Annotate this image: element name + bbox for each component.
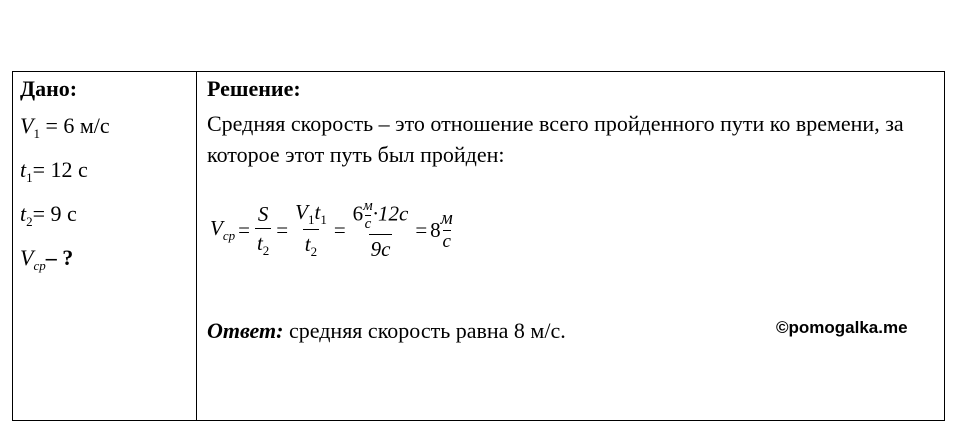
fraction-numeric: 6 $\frac{м}{с}$ ·12с 9с: [352, 198, 409, 261]
given-t2: $t_2= 9$ с: [20, 201, 77, 229]
fraction-vt-over-t: $\frac{V_1t_1}{t_2}$: [295, 200, 327, 259]
given-column: [20, 76, 190, 286]
solution-header: Решение:: [207, 76, 301, 101]
fraction-s-over-t: $\frac{S}{t_2}$: [256, 201, 270, 258]
given-v1: $V_1 = 6$ м/с: [20, 113, 110, 141]
watermark: ©pomogalka.me: [776, 318, 908, 337]
formula-lhs: $V_{ср}$: [210, 216, 236, 243]
given-header: Дано:: [20, 76, 78, 101]
solution-text: Средняя скорость – это отношение всего пройденного пути ко времени, за которое этот путь был пройден:: [207, 111, 904, 167]
velocity-formula: $V_{ср}$ = $\frac{S}{t_2}$ = $\frac{V_1t_1}{t_2}$ = 6 $\frac{м}{с}$ ·12с 9с = 8 $\frac{м}{с}$: [210, 198, 453, 261]
answer-text: средняя скорость равна 8 м/с.: [283, 318, 566, 343]
column-divider: [196, 71, 197, 421]
formula-result: 8: [430, 217, 441, 242]
answer-label: Ответ:: [207, 318, 284, 343]
given-t1: $t_1= 12$ с: [20, 157, 88, 185]
solution-column: [207, 76, 937, 170]
result-unit: $\frac{м}{с}$: [440, 207, 453, 252]
given-find: $V_{ср}-$ ?: [20, 245, 74, 273]
answer-line: [207, 318, 566, 344]
